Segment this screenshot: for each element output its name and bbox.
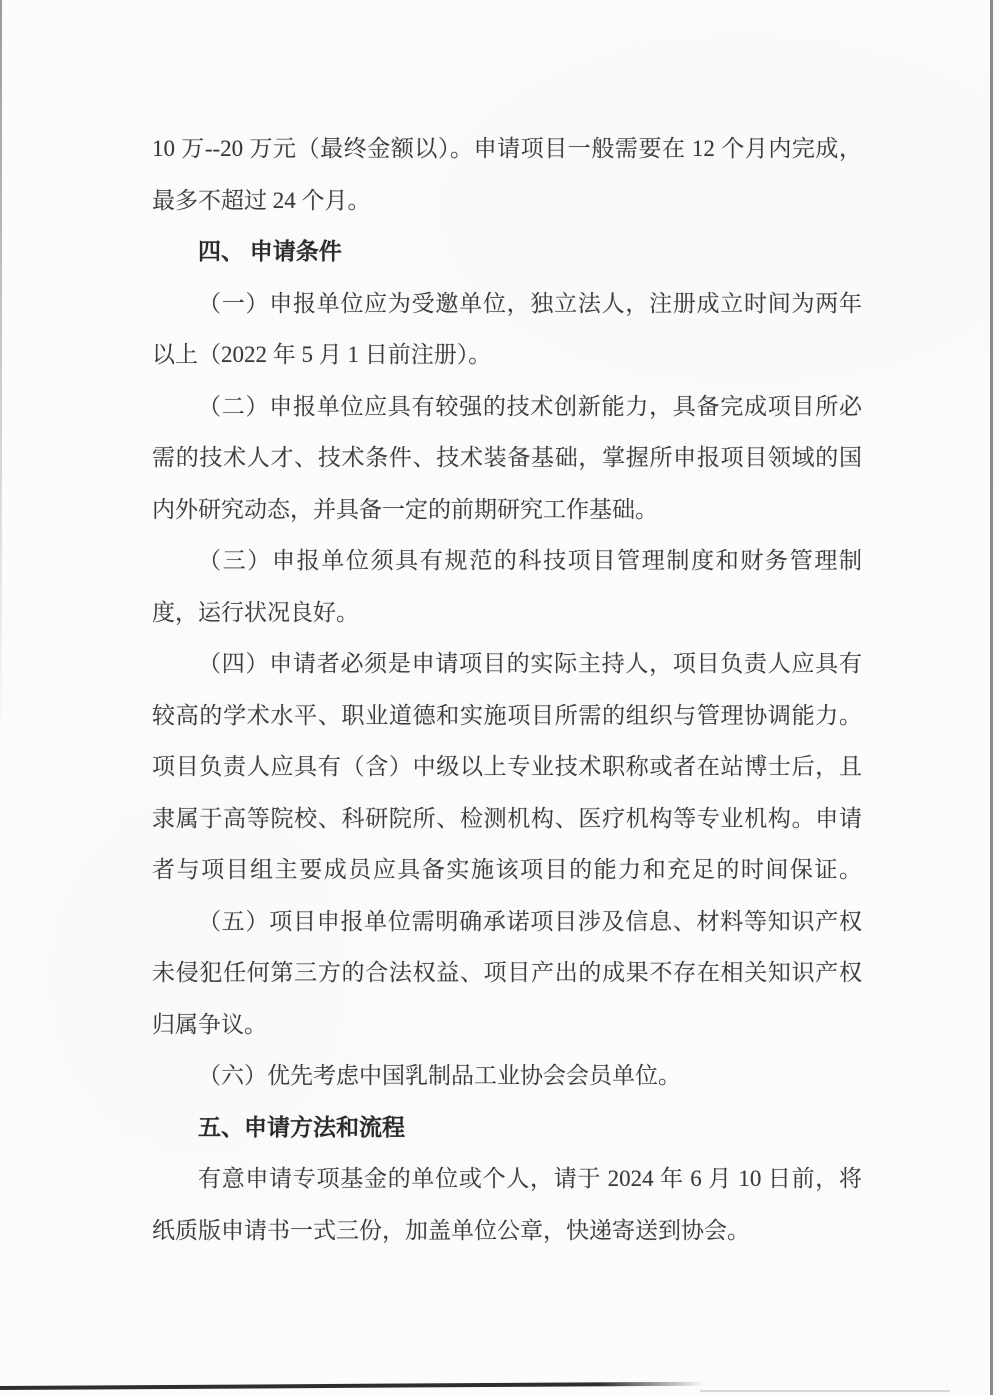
text-line: 较高的学术水平、职业道德和实施项目所需的组织与管理协调能力。 — [152, 702, 862, 728]
text-line: 有意申请专项基金的单位或个人，请于 2024 年 6 月 10 日前，将 — [198, 1166, 862, 1191]
text-line: （五）项目申报单位需明确承诺项目涉及信息、材料等知识产权 — [198, 908, 862, 934]
text-line: 最多不超过 24 个月。 — [152, 187, 371, 213]
text-line: 内外研究动态，并具备一定的前期研究工作基础。 — [152, 496, 658, 522]
text-line: 以上（2022 年 5 月 1 日前注册）。 — [152, 342, 492, 367]
page-bottom-edge — [0, 1382, 705, 1390]
text-line: （六）优先考虑中国乳制品工业协会会员单位。 — [198, 1063, 681, 1088]
text-line: 需的技术人才、技术条件、技术装备基础，掌握所申报项目领域的国 — [152, 445, 862, 470]
text-line: （三）申报单位须具有规范的科技项目管理制度和财务管理制 — [198, 548, 862, 573]
text-line: 未侵犯任何第三方的合法权益、项目产出的成果不存在相关知识产权 — [152, 960, 862, 985]
text-line: 度，运行状况良好。 — [152, 599, 359, 625]
text-line: 隶属于高等院校、科研院所、检测机构、医疗机构等专业机构。申请 — [152, 805, 862, 831]
page-left-edge — [0, 0, 2, 780]
text-line: 归属争议。 — [152, 1011, 267, 1037]
text-line: （二）申报单位应具有较强的技术创新能力，具备完成项目所必 — [198, 393, 862, 419]
text-line: 者与项目组主要成员应具备实施该项目的能力和充足的时间保证。 — [152, 857, 862, 882]
page-right-edge — [990, 0, 993, 1395]
section-heading: 四、 申请条件 — [198, 239, 342, 264]
text-line: 纸质版申请书一式三份，加盖单位公章，快递寄送到协会。 — [152, 1217, 750, 1243]
page-bottom-edge-faint — [700, 1390, 950, 1392]
text-line: 项目负责人应具有（含）中级以上专业技术职称或者在站博士后，且 — [152, 754, 862, 779]
section-heading: 五、申请方法和流程 — [198, 1114, 405, 1140]
document-body — [152, 123, 862, 1256]
text-line: （四）申请者必须是申请项目的实际主持人，项目负责人应具有 — [198, 651, 862, 676]
text-line: 10 万--20 万元（最终金额以）。申请项目一般需要在 12 个月内完成， — [152, 136, 862, 161]
text-line: （一）申报单位应为受邀单位，独立法人，注册成立时间为两年 — [198, 290, 862, 316]
